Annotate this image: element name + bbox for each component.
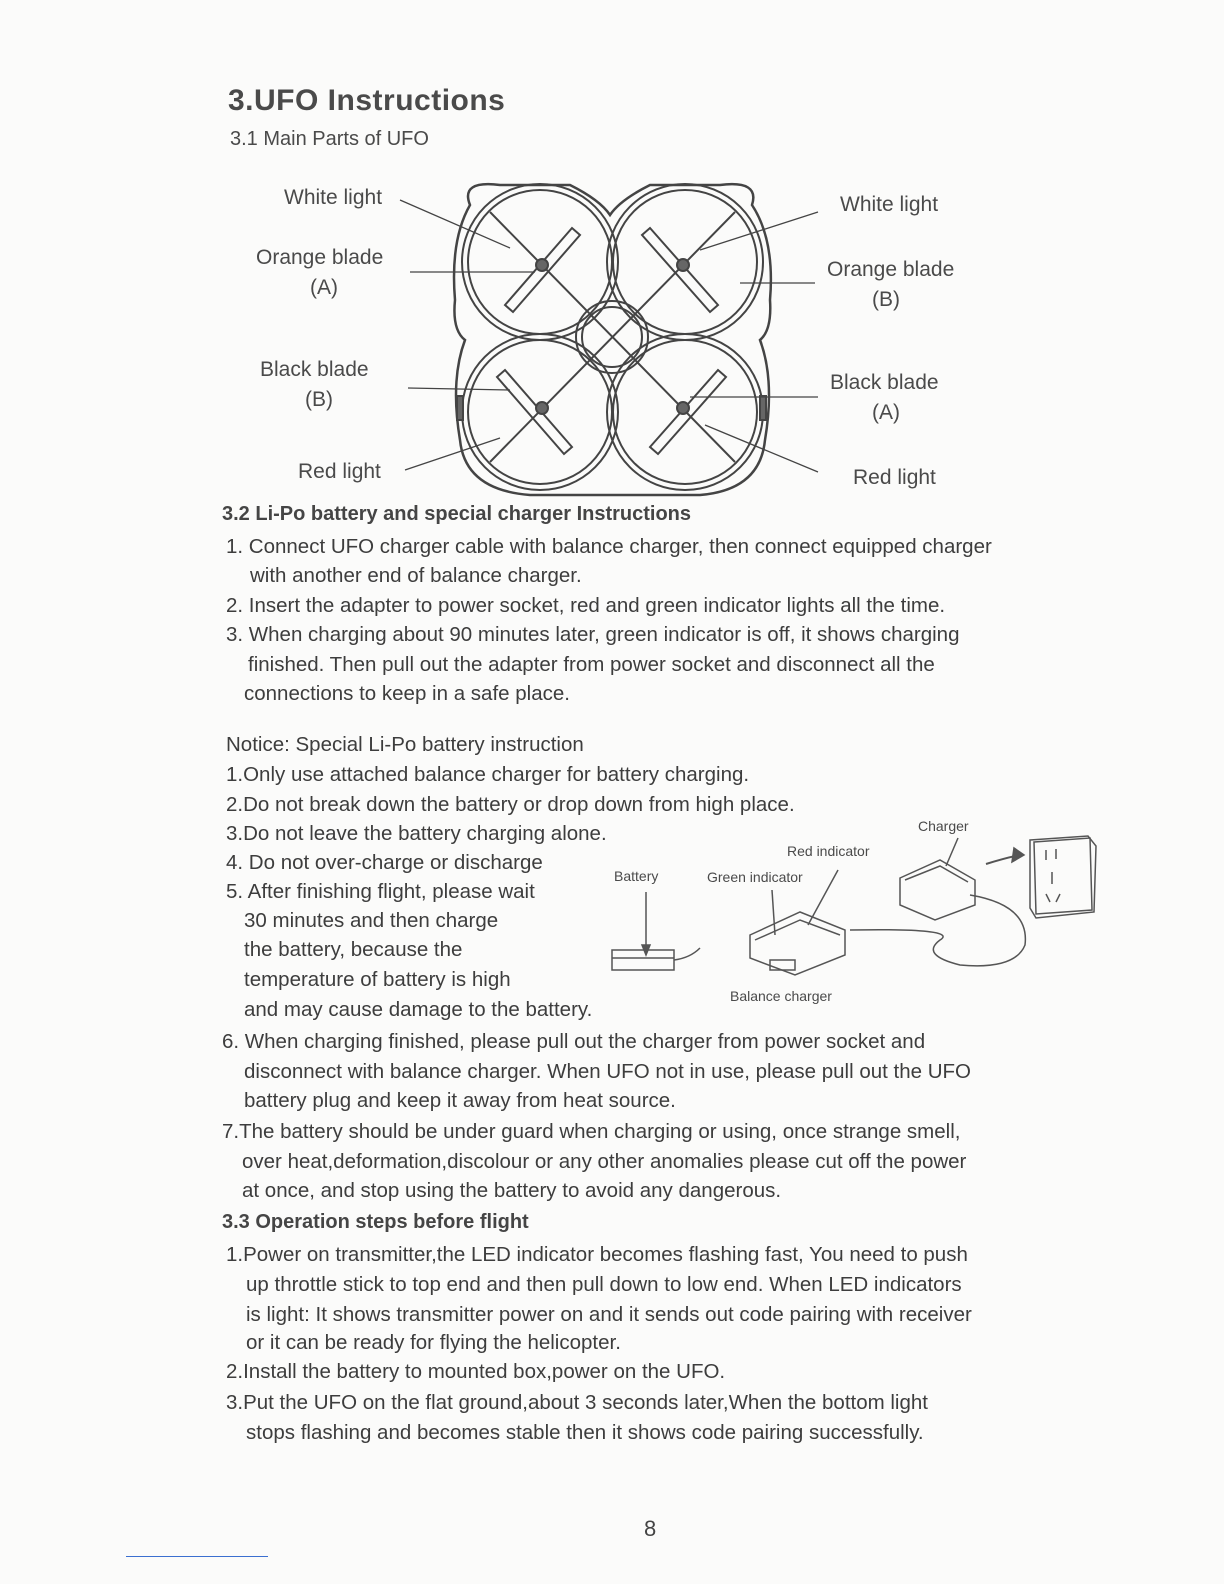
scan-mark xyxy=(126,1556,268,1557)
notice-item-7: 7.The battery should be under guard when charging or using, once strange smell, xyxy=(222,1120,961,1143)
s32-line-6: connections to keep in a safe place. xyxy=(244,682,570,705)
s32-line-1: 1. Connect UFO charger cable with balance charger, then connect equipped charger xyxy=(226,535,992,558)
s33-line-2: up throttle stick to top end and then pull down to low end. When LED indicators xyxy=(246,1273,962,1296)
charger-label: Charger xyxy=(918,818,969,834)
page-title: 3.UFO Instructions xyxy=(228,84,506,117)
s33-line-6: 3.Put the UFO on the flat ground,about 3 seconds later,When the bottom light xyxy=(226,1391,928,1414)
battery-label: Battery xyxy=(614,868,659,884)
notice-item-5d: temperature of battery is high xyxy=(244,968,511,991)
green-indicator-label: Green indicator xyxy=(707,869,803,885)
s33-line-1: 1.Power on transmitter,the LED indicator becomes flashing fast, You need to push xyxy=(226,1243,968,1266)
notice-item-5b: 30 minutes and then charge xyxy=(244,909,499,932)
s33-line-3: is light: It shows transmitter power on and it sends out code pairing with receiver xyxy=(246,1303,972,1326)
s32-line-2: with another end of balance charger. xyxy=(250,564,582,587)
notice-item-7c: at once, and stop using the battery to avoid any dangerous. xyxy=(242,1179,782,1202)
notice-item-6b: disconnect with balance charger. When UFO not in use, please pull out the UFO xyxy=(244,1060,971,1083)
notice-item-1: 1.Only use attached balance charger for battery charging. xyxy=(226,763,750,786)
balance-charger-label: Balance charger xyxy=(730,988,832,1004)
section-3-3-heading: 3.3 Operation steps before flight xyxy=(222,1211,529,1233)
section-3-2-heading: 3.2 Li-Po battery and special charger Instructions xyxy=(222,503,692,525)
label-orange-blade-left: Orange blade xyxy=(256,246,384,269)
s32-line-4: 3. When charging about 90 minutes later, green indicator is off, it shows charging xyxy=(226,623,960,646)
label-black-blade-left: Black blade xyxy=(260,358,369,381)
s33-line-7: stops flashing and becomes stable then it shows code pairing successfully. xyxy=(246,1421,924,1444)
s33-line-5: 2.Install the battery to mounted box,power on the UFO. xyxy=(226,1360,726,1383)
label-white-light-right: White light xyxy=(840,193,939,216)
notice-item-7b: over heat,deformation,discolour or any other anomalies please cut off the power xyxy=(242,1150,967,1173)
s32-line-3: 2. Insert the adapter to power socket, red and green indicator lights all the time. xyxy=(226,594,946,617)
notice-item-3: 3.Do not leave the battery charging alone. xyxy=(226,822,607,845)
notice-item-6c: battery plug and keep it away from heat source. xyxy=(244,1089,676,1112)
notice-item-5e: and may cause damage to the battery. xyxy=(244,998,593,1021)
red-indicator-label: Red indicator xyxy=(787,843,870,859)
notice-item-2: 2.Do not break down the battery or drop down from high place. xyxy=(226,793,795,816)
label-red-light-right: Red light xyxy=(853,466,936,489)
label-black-blade-right: Black blade xyxy=(830,371,939,394)
label-orange-blade-left-sub: (A) xyxy=(310,276,338,299)
notice-item-5: 5. After finishing flight, please wait xyxy=(226,880,535,903)
notice-heading: Notice: Special Li-Po battery instruction xyxy=(226,733,584,756)
notice-item-5c: the battery, because the xyxy=(244,938,463,961)
label-black-blade-right-sub: (A) xyxy=(872,401,900,424)
notice-item-6: 6. When charging finished, please pull out the charger from power socket and xyxy=(222,1030,926,1053)
label-white-light-left: White light xyxy=(284,186,383,209)
label-orange-blade-right: Orange blade xyxy=(827,258,955,281)
label-red-light-left: Red light xyxy=(298,460,381,483)
page-number: 8 xyxy=(644,1516,657,1541)
s32-line-5: finished. Then pull out the adapter from power socket and disconnect all the xyxy=(248,653,935,676)
s33-line-4: or it can be ready for flying the helicopter. xyxy=(246,1331,621,1354)
section-3-1-heading: 3.1 Main Parts of UFO xyxy=(230,128,429,150)
label-orange-blade-right-sub: (B) xyxy=(872,288,900,311)
label-black-blade-left-sub: (B) xyxy=(305,388,333,411)
notice-item-4: 4. Do not over-charge or discharge xyxy=(226,851,543,874)
